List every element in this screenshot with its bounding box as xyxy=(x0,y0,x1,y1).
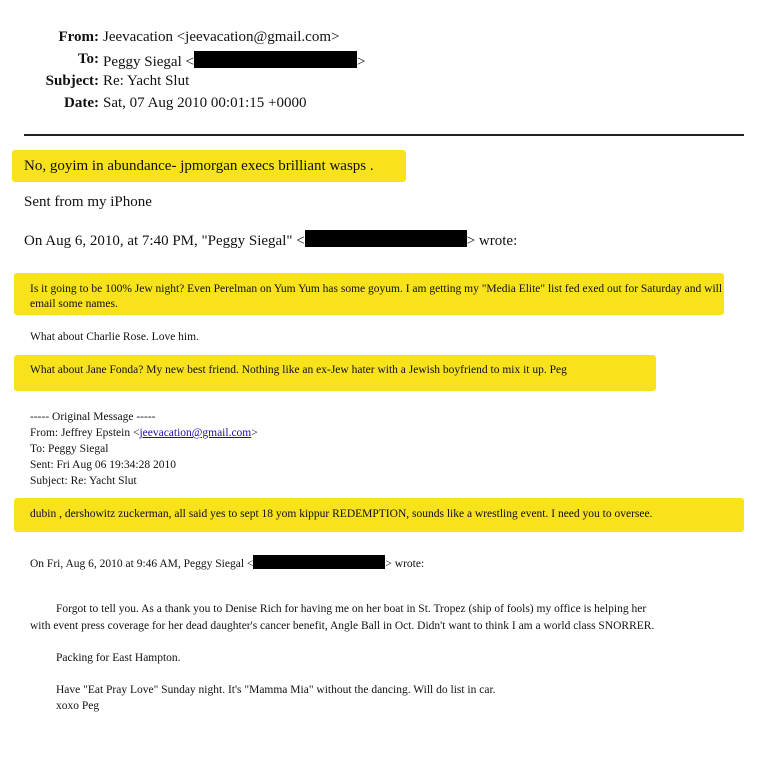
subject-value: Re: Yacht Slut xyxy=(103,73,190,89)
header-subject xyxy=(45,73,190,90)
original-from-suffix: > xyxy=(251,427,258,439)
quote-intro-suffix: > wrote: xyxy=(466,233,518,249)
original-divider: ----- Original Message ----- xyxy=(30,411,156,423)
header-date xyxy=(64,95,307,112)
quote-intro-prefix: On Aug 6, 2010, at 7:40 PM, "Peggy Siegal" < xyxy=(24,233,305,249)
redaction-block xyxy=(194,51,357,68)
quoted-para-1: Is it going to be 100% Jew night? Even Perelman on Yum Yum has some goyum. I am getting my "Media Elite" list fed exed out for Saturday and will email some names. xyxy=(30,283,723,310)
original-sent: Sent: Fri Aug 06 19:34:28 2010 xyxy=(30,459,176,471)
to-label: To: xyxy=(77,51,99,67)
from-value: Jeevacation <jeevacation@gmail.com> xyxy=(103,29,340,45)
to-value-suffix: > xyxy=(356,54,366,70)
original-from-prefix: From: Jeffrey Epstein < xyxy=(30,427,140,439)
from-label: From: xyxy=(58,29,99,45)
date-value: Sat, 07 Aug 2010 00:01:15 +0000 xyxy=(103,95,307,111)
date-label: Date: xyxy=(64,95,99,111)
original-subject: Subject: Re: Yacht Slut xyxy=(30,475,137,487)
quoted-2-para-2: Packing for East Hampton. xyxy=(56,652,181,664)
quoted-2-closing: xoxo Peg xyxy=(56,700,100,712)
quote-intro-2-suffix: > wrote: xyxy=(385,558,425,570)
subject-label: Subject: xyxy=(45,73,99,89)
original-to: To: Peggy Siegal xyxy=(30,443,109,455)
original-from xyxy=(30,427,258,439)
reply-body: No, goyim in abundance- jpmorgan execs brilliant wasps . xyxy=(24,158,374,174)
header-to xyxy=(77,51,366,71)
quoted-2-para-1-line-1: Forgot to tell you. As a thank you to Denise Rich for having me on her boat in St. Tropez (ship of fools) my office is helping her xyxy=(56,603,647,615)
original-body: dubin , dershowitz zuckerman, all said yes to sept 18 yom kippur REDEMPTION, sounds like a wrestling event. I need you to oversee. xyxy=(30,508,653,520)
quote-intro-2-prefix: On Fri, Aug 6, 2010 at 9:46 AM, Peggy Siegal < xyxy=(30,558,254,570)
quoted-para-3: What about Jane Fonda? My new best friend. Nothing like an ex-Jew hater with a Jewish boyfriend to mix it up. Peg xyxy=(30,364,567,376)
quoted-para-2: What about Charlie Rose. Love him. xyxy=(30,331,199,343)
reply-signature: Sent from my iPhone xyxy=(24,194,152,210)
quoted-2-para-3: Have "Eat Pray Love" Sunday night. It's "Mamma Mia" without the dancing. Will do list in car. xyxy=(56,684,496,696)
redaction-block xyxy=(253,555,385,569)
quote-intro-1 xyxy=(24,230,517,250)
redaction-block xyxy=(305,230,467,247)
original-from-email-link[interactable]: jeevacation@gmail.com xyxy=(139,427,252,439)
quoted-2-para-1-line-2: with event press coverage for her dead daughter's cancer benefit, Angle Ball in Oct. Didn't want to think I am a world class SNORRER. xyxy=(30,620,655,632)
header-divider xyxy=(24,134,744,136)
to-value-prefix: Peggy Siegal < xyxy=(103,54,194,70)
quote-intro-2 xyxy=(30,555,424,570)
header-from xyxy=(58,29,340,46)
